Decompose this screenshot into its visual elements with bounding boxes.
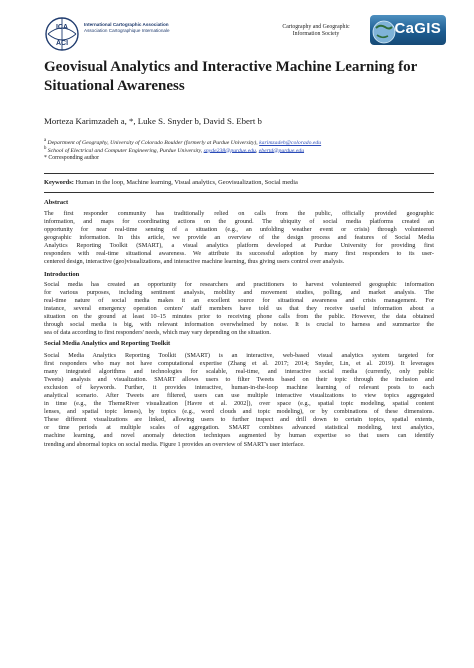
introduction-line: Social media has created an opportunity for researchers and practitioners to harvest volunteered geographic information <box>44 281 434 288</box>
corresponding-author-note: * Corresponding author <box>44 155 100 161</box>
introduction-line: through social media is big, with relevant information overwhelmed by noise. It is crucial to harness and summarize the <box>44 321 434 329</box>
smart-line: first responders who may not have computational expertise (Zhang et al. 2017; 2014; Snyder, Lin, et al. 2019). It leverages <box>44 360 434 368</box>
abstract-line: The first responder community has traditionally relied on calls from the public, officially provided geographic <box>44 210 434 217</box>
affiliation-b-text: School of Electrical and Computer Engineering, Purdue University, <box>47 147 203 154</box>
journal-header <box>44 14 446 54</box>
keywords-label: Keywords: <box>44 179 74 186</box>
introduction-line: instance, several emergency operation centers' staff members have told us that they receive useful information about a <box>44 305 434 313</box>
email-ebert-link[interactable]: ebertd@purdue.edu <box>258 147 305 154</box>
introduction-body <box>44 281 434 337</box>
smart-line: many integrated algorithms and technologies for scalable, real-time, and interactive social media (currently, only public <box>44 368 434 376</box>
divider-top <box>44 173 434 174</box>
smart-line: machine learning, and novel anomaly detection techniques augmented by human expertise so that users can identify <box>44 432 434 440</box>
divider-bottom <box>44 192 434 193</box>
email-separator: , <box>255 147 258 154</box>
abstract-line: information, and maps for coordinating actions on the ground. The ubiquity of social media platforms created an <box>44 218 434 226</box>
smart-line: lenses, and spatial topic lenses), by topics (e.g., word clouds and topic modeling), or by combinations of these dimensions. <box>44 408 434 416</box>
abstract-line: responders with real-time situational awareness. We attribute its successful adoption by many first responders to its user- <box>44 250 434 258</box>
introduction-line: real-time nature of social media makes it an excellent source for situational awareness and crisis management. For <box>44 297 434 305</box>
introduction-line: sea of data according to first responders' needs, which may vary depending on the situation. <box>44 329 271 337</box>
email-karimzadeh-link[interactable]: karimzadeh@colorado.edu <box>259 139 322 146</box>
ica-mark-bottom: ACI <box>55 40 69 47</box>
smart-body <box>44 352 434 449</box>
smart-line: in time (e.g., the ThemeRiver visualization [Havre et al. 2002]), over space (e.g., spatial topic modeling, spatial content <box>44 400 434 408</box>
cagis-logo-text: CaGIS <box>394 20 441 37</box>
abstract-line: centered design, interactive (geo)visualizations, and interactive machine learning, thus giving users control over analysis. <box>44 258 345 266</box>
smart-line: Tweets) analysis and visualization. SMART allows users to filter Tweets based on their topic through the inclusion and <box>44 376 434 384</box>
introduction-line: situation on the ground at least 10–15 minutes prior to receiving phone calls from the public. However, the data obtained <box>44 313 434 321</box>
society-line-2: Information Society <box>292 31 340 37</box>
abstract-line: geographic information. In this article, we provide an overview of the design process and features of Social Media <box>44 234 434 242</box>
abstract-heading: Abstract <box>44 199 69 206</box>
society-line-1: Cartography and Geographic <box>282 24 350 30</box>
affiliation-b-mark: b <box>44 145 47 151</box>
smart-line: trending and abnormal topics on social media. Figure 1 provides an overview of SMART's user interface. <box>44 440 305 448</box>
abstract-line: Analytics Reporting Toolkit (SMART), a visual analytics platform developed at Purdue University for providing first <box>44 242 434 250</box>
ica-name-fr: Association Cartographique Internationale <box>84 28 170 33</box>
introduction-line: for various purposes, including sentiment analysis, mobility and movement studies, polling, and market analysis. The <box>44 289 434 297</box>
ica-logo-icon <box>44 16 80 52</box>
keywords <box>44 178 444 187</box>
keywords-text: Human in the loop, Machine learning, Visual analytics, Geovisualization, Social media <box>75 179 298 186</box>
cagis-logo <box>370 15 446 45</box>
smart-line: or time periods at multiple scales of aggregation. SMART combines advanced statistical modeling, text analytics, <box>44 424 434 432</box>
smart-line: Social Media Analytics Reporting Toolkit (SMART) is an interactive, web-based visual analytics system targeted for <box>44 352 434 359</box>
affiliation-a-text: Department of Geography, University of Colorado Boulder (formerly at Purdue University), <box>47 139 258 146</box>
affiliation-b <box>44 145 444 155</box>
paper-title: Geovisual Analytics and Interactive Machine Learning for Situational Awareness <box>44 59 418 94</box>
ica-mark-top: ICA <box>55 24 69 31</box>
author-list: Morteza Karimzadeh a, *, Luke S. Snyder b, David S. Ebert b <box>44 116 262 126</box>
introduction-heading: Introduction <box>44 271 80 278</box>
abstract-line: opportunity for near real-time sensing of a situation (e.g., an unfolding weather event or crisis) through volunteered <box>44 226 434 234</box>
smart-line: These different visualizations are linked, allowing users to further inspect and drill down to certain topics, spatial extents, <box>44 416 434 424</box>
smart-heading: Social Media Analytics and Reporting Toolkit <box>44 340 171 347</box>
smart-line: analytical scenario. After Tweets are filtered, users can use multiple interactive visualizations to view topics aggregated <box>44 392 434 400</box>
abstract-body <box>44 210 434 266</box>
ica-name <box>84 22 170 34</box>
ica-name-en: International Cartographic Association <box>84 22 169 27</box>
society-name <box>266 24 366 38</box>
affiliation-a-mark: a <box>44 138 47 143</box>
email-snyder-link[interactable]: snyde238@purdue.edu <box>203 147 256 154</box>
smart-line: exclusion of keywords. Further, it provides interactive, human-in-the-loop machine learning of relevant posts to each <box>44 384 434 392</box>
